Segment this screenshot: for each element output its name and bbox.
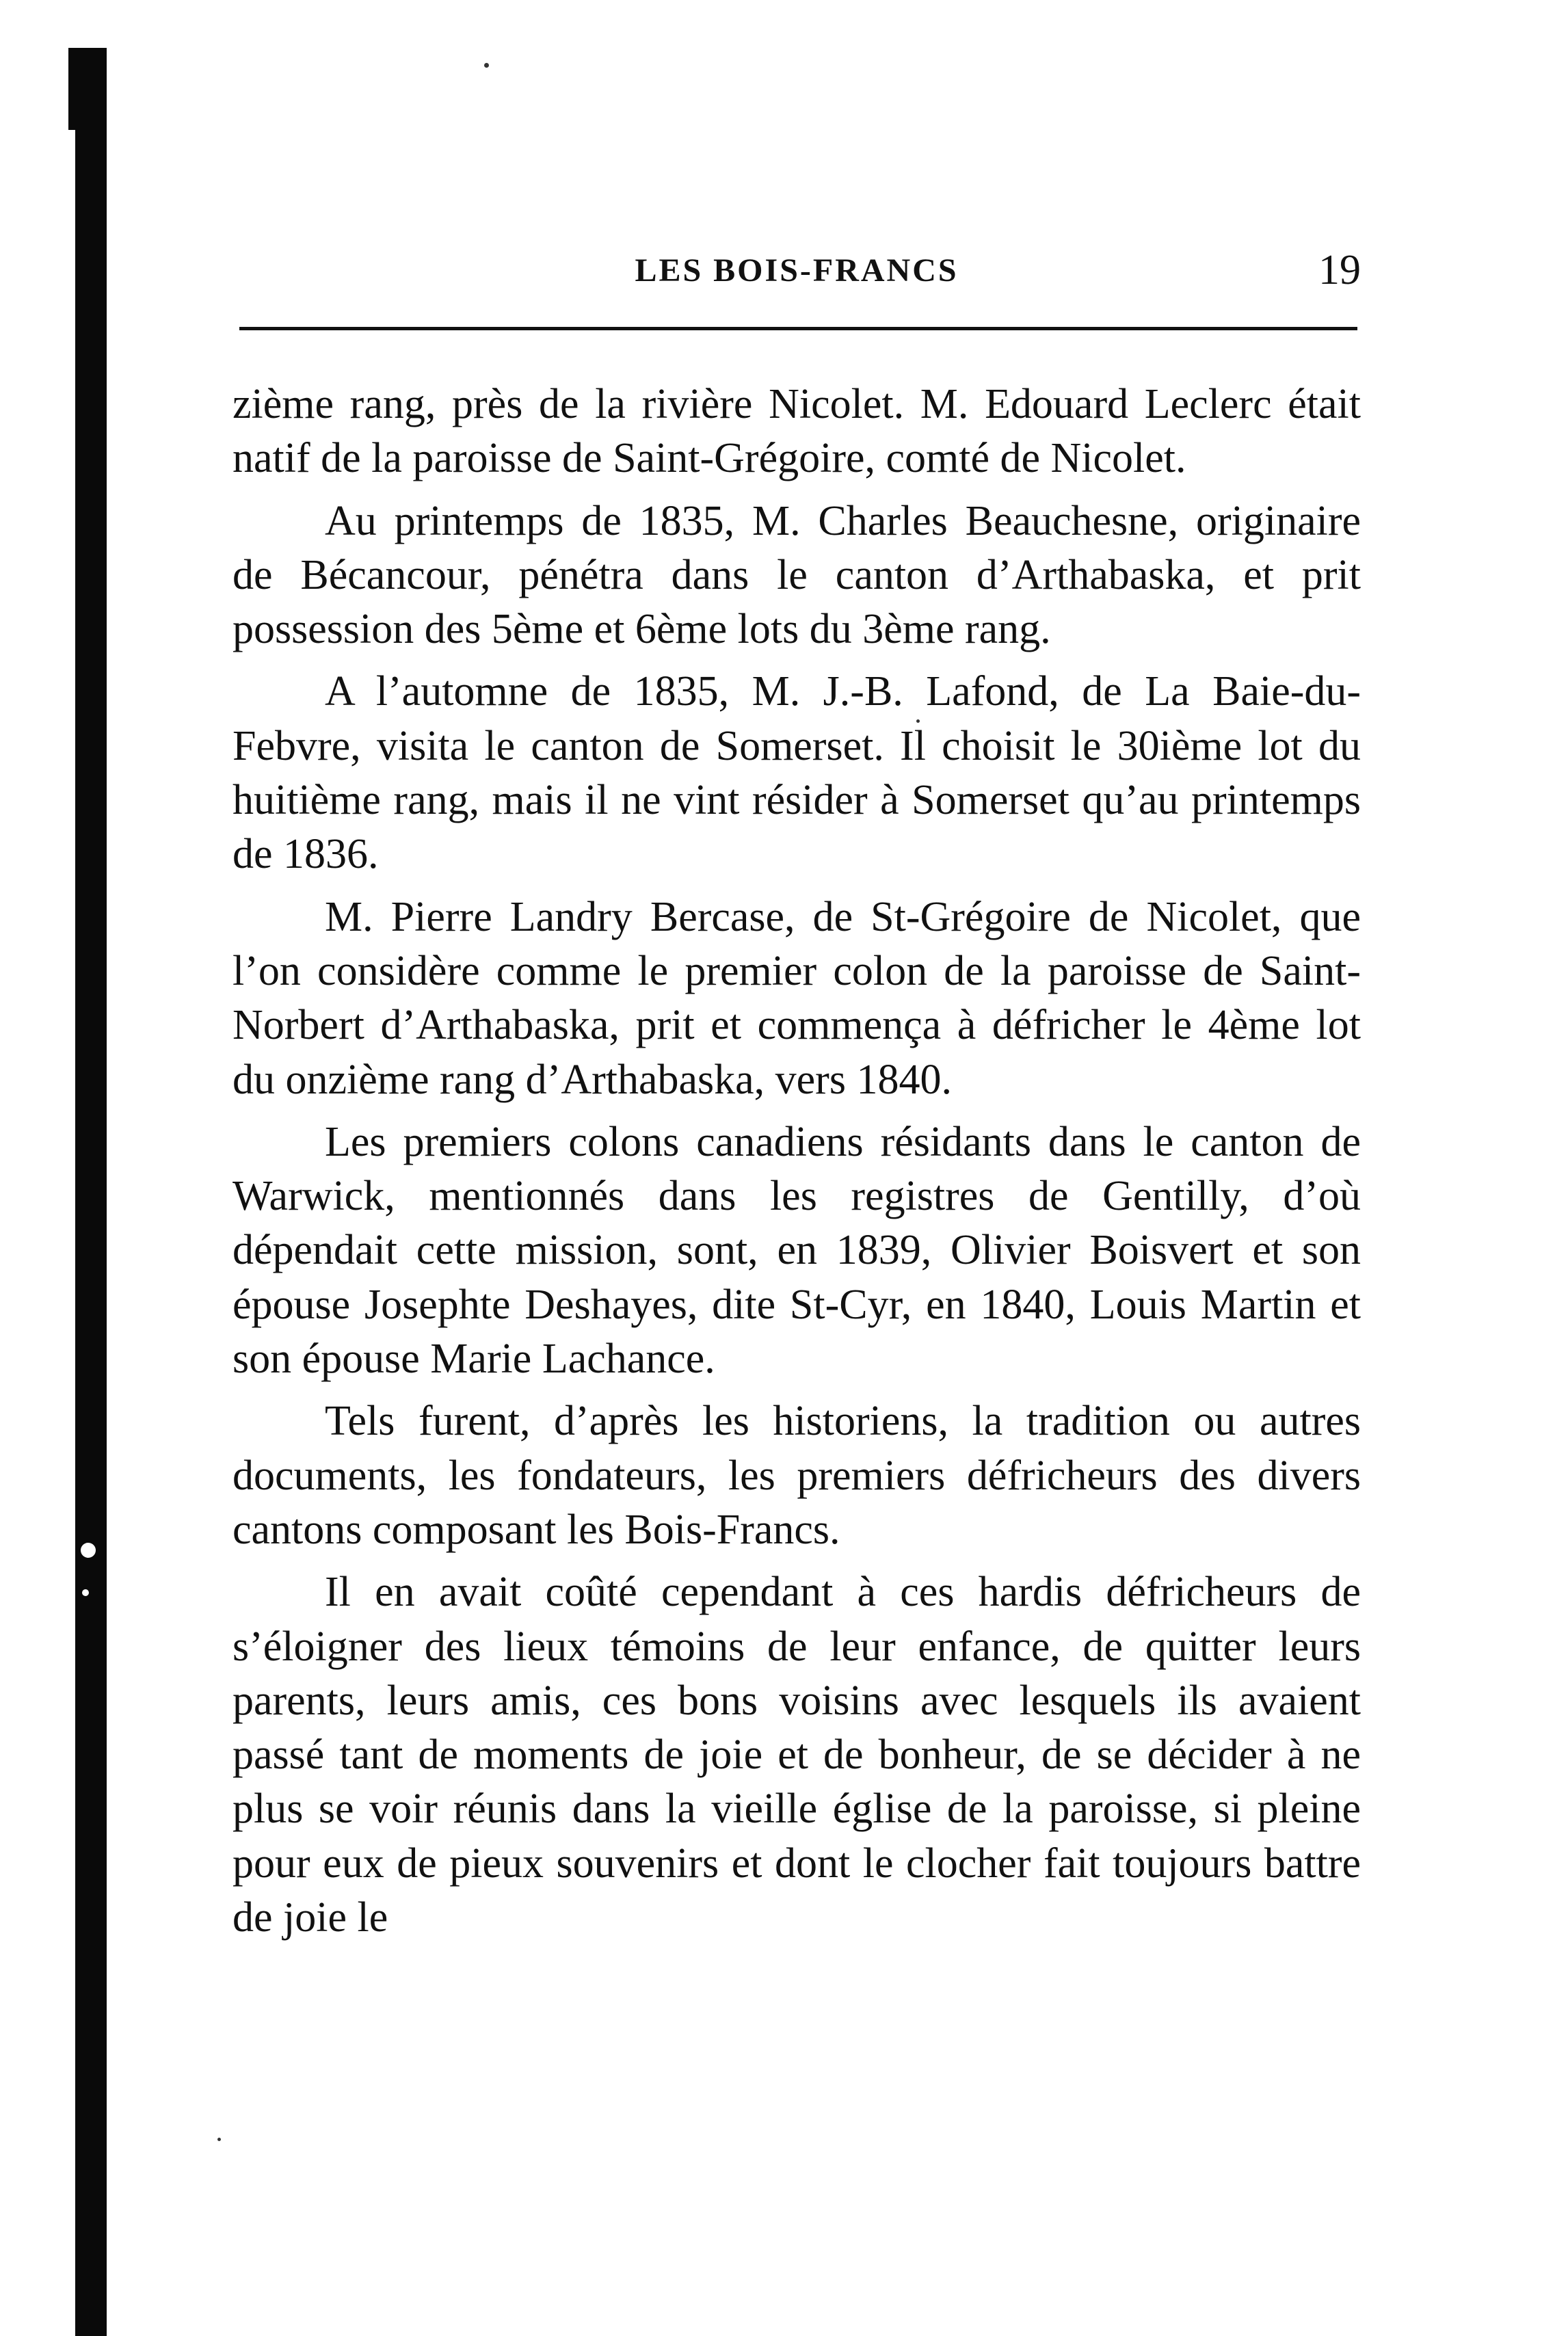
header-rule [239, 327, 1357, 330]
paper-speck [484, 63, 489, 68]
binding-notch [68, 48, 77, 130]
paragraph: zième rang, près de la rivière Nicolet. M. Edouard Leclerc était natif de la paroisse de Saint-Grégoire, comté de Nicolet. [232, 381, 1361, 482]
body-text [232, 377, 1361, 1953]
binding-hole [81, 1543, 96, 1558]
paragraph: Les premiers colons canadiens résidants dans le canton de Warwick, mentionnés dans les registres de Gentilly, d’où dépendait cette mission, sont, en 1839, Olivier Boisvert et son épouse Josephte Deshayes, dite St-Cyr, en 1840, Louis Martin et son épouse Marie Lachance. [232, 1118, 1361, 1383]
binding-edge [75, 48, 107, 2336]
paragraph: Il en avait coûté cependant à ces hardis défricheurs de s’éloigner des lieux témoins de leur enfance, de quitter leurs parents, leurs amis, ces bons voisins avec lesquels ils avaient passé tant de moments de joie et de bonheur, de se décider à ne plus se voir réunis dans la vieille église de la paroisse, si pleine pour eux de pieux souvenirs et dont le clocher fait toujours battre de joie le [232, 1569, 1361, 1941]
running-title: LES BOIS-FRANCS [635, 252, 959, 289]
binding-hole [82, 1589, 89, 1596]
paragraph: Au printemps de 1835, M. Charles Beauchesne, originaire de Bécancour, pénétra dans le canton d’Arthabaska, et prit possession des 5ème et 6ème lots du 3ème rang. [232, 497, 1361, 653]
page-number: 19 [1318, 247, 1361, 293]
paper-speck [217, 2138, 221, 2141]
page-header [232, 246, 1361, 301]
paragraph: Tels furent, d’après les historiens, la tradition ou autres documents, les fondateurs, les premiers défricheurs des divers cantons composant les Bois-Francs. [232, 1398, 1361, 1553]
paragraph: A l’automne de 1835, M. J.-B. Lafond, de La Baie-du-Febvre, visita le canton de Somerset. Il choisit le 30ième lot du huitième rang, mais il ne vint résider à Somerset qu’au printemps de 1836. [232, 668, 1361, 878]
paragraph: M. Pierre Landry Bercase, de St-Grégoire de Nicolet, que l’on considère comme le premier colon de la paroisse de Saint-Norbert d’Arthabaska, prit et commença à défricher le 4ème lot du onzième rang d’Arthabaska, vers 1840. [232, 893, 1361, 1103]
